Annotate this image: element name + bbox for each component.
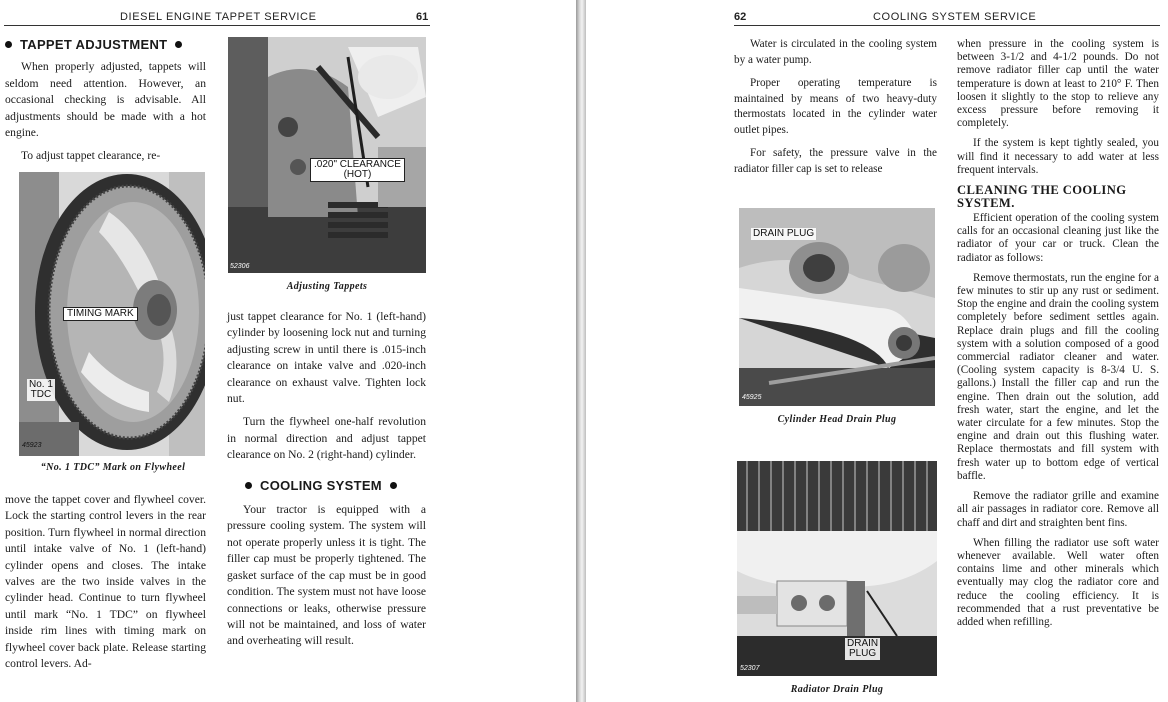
tappet-adjust-block: [227, 309, 426, 657]
tappet-half-rev-paragraph: Turn the flywheel one-half revolution in normal direction and adjust tappet clearance on No. 2 (right-hand) cylinder.: [227, 415, 426, 462]
right-page: [586, 0, 1168, 702]
safety-continue-paragraph: when pressure in the cooling system is between 3-1/2 and 4-1/2 pounds. Do not remove radiator filler cap until the water temperature is down at least to 210° F. Then loosen it slightly to the stop to relieve any excess pressure before removing it completely.: [957, 38, 1159, 130]
running-head-right: COOLING SYSTEM SERVICE: [873, 11, 1037, 23]
header-rule-right: [734, 25, 1160, 26]
tappets-image: [228, 37, 426, 273]
water-pump-paragraph: Water is circulated in the cooling system by a water pump.: [734, 38, 937, 66]
bullet-icon: [245, 482, 252, 489]
cyl-drain-photo-id: 45925: [742, 394, 762, 401]
tappet-adjustment-heading: TAPPET ADJUSTMENT: [0, 37, 206, 53]
remove-grille-paragraph: Remove the radiator grille and examine all air passages in radiator core. Remove all chaff and dirt and straighten bent fins.: [957, 490, 1159, 529]
tappets-photo: [228, 37, 426, 273]
bullet-icon: [390, 482, 397, 489]
tappet-continue-paragraph: move the tappet cover and flywheel cover. Lock the starting control levers in the rear position. Turn flywheel in normal direction until intake valve of No. 1 (left-hand) cylinder opens and closes. The intake valves are the two inside valves in the cylinder head. Continue to turn flywheel until mark “No. 1 TDC” on flywheel inside rim lines with timing mark on flywheel cover back plate. Release starting control levers. Ad-: [5, 493, 206, 671]
bullet-icon: [5, 41, 12, 48]
tappet-start-paragraph: To adjust tappet clearance, re-: [21, 149, 161, 163]
radiator-drain-image: [737, 461, 937, 676]
cleaning-intro-paragraph: Efficient operation of the cooling system calls for an occasional cleaning just like the radiator of your car or truck. Clean the radiator as follows:: [957, 212, 1159, 264]
tappet-continue-block: [5, 492, 206, 679]
tappet-adjust-paragraph: just tappet clearance for No. 1 (left-hand) cylinder by loosening lock nut and turning adjusting screw in until there is .015-inch clearance on intake valve and .020-inch clearance on exhaust valve. Tighten lock nut.: [227, 310, 426, 406]
rad-drain-plug-label: DRAIN PLUG: [847, 638, 879, 659]
tappet-intro-block: [5, 37, 206, 172]
cleaning-heading: CLEANING THE COOLING SYSTEM.: [957, 183, 1127, 210]
radiator-drain-photo: [737, 461, 937, 676]
flywheel-caption: “No. 1 TDC” Mark on Flywheel: [40, 462, 186, 473]
safety-start-paragraph: For safety, the pressure valve in the radiator filler cap is set to release: [734, 147, 937, 175]
left-page: [0, 0, 576, 702]
thermostats-paragraph: Proper operating temperature is maintained by means of two heavy-duty thermostats located in the cylinder water outlet pipes.: [734, 77, 937, 136]
cooling-system-heading: COOLING SYSTEM: [237, 478, 426, 494]
cooling-intro-block: [734, 37, 937, 184]
remove-thermostats-paragraph: Remove thermostats, run the engine for a few minutes to stir up any rust or sediment. Stop the engine and drain the cooling system completely before sediment settles again. Replace drain plugs and fill the cooling system with a solution composed of a good commercial radiator cleaner and water. (Cooling system capacity is 8-3/4 U. S. gallons.) Install the filler cap and run the engine. Then drain out the solution, add fresh water, start the engine, and let the water circulate for a few minutes. Stop the engine and drain out this flushing water. Replace thermostats and fill system with fresh water up to bottom edge of vertical baffle.: [957, 271, 1159, 482]
flywheel-photo-id: 45923: [22, 442, 42, 449]
cylinder-drain-caption: Cylinder Head Drain Plug: [777, 414, 897, 425]
cylinder-drain-photo: [739, 208, 935, 406]
tappets-photo-id: 52306: [230, 263, 250, 270]
running-head-left: DIESEL ENGINE TAPPET SERVICE: [120, 11, 317, 23]
book-gutter: [576, 0, 586, 702]
tappets-caption: Adjusting Tappets: [286, 281, 368, 292]
rad-drain-photo-id: 52307: [740, 665, 760, 672]
soft-water-paragraph: When filling the radiator use soft water whenever available. Well water often contains lime and other minerals which eventually may clog the radiator core and reduce the cooling efficiency. It is recommended that a rust preventative be added when refilling.: [957, 536, 1159, 628]
kept-tight-paragraph: If the system is kept tightly sealed, you will find it necessary to add water at less frequent intervals.: [957, 137, 1159, 176]
page-number-left: 61: [416, 11, 429, 23]
timing-mark-label: TIMING MARK: [63, 307, 138, 321]
cooling-right-column: [957, 38, 1159, 636]
cyl-drain-plug-label: DRAIN PLUG: [753, 228, 815, 239]
header-rule-left: [4, 25, 430, 26]
cooling-intro-paragraph: Your tractor is equipped with a pressure cooling system. The system will not operate properly unless it is tight. The filler cap must be properly tightened. The gasket surface of the cap must be in good condition. The system must not have loose connections or leaks, otherwise pressure will not be maintained, and loss of water and overheating will result.: [227, 503, 426, 648]
tappet-intro-paragraph: When properly adjusted, tappets will seldom need attention. However, an occasional checking is advisable. All adjustments should be made with a hot engine.: [5, 60, 206, 140]
flywheel-photo: [19, 172, 205, 456]
radiator-drain-caption: Radiator Drain Plug: [790, 684, 884, 695]
bullet-icon: [175, 41, 182, 48]
no-1-tdc-label: No. 1 TDC: [29, 379, 53, 400]
page-number-right: 62: [734, 11, 747, 23]
clearance-label: .020" CLEARANCE (HOT): [310, 158, 405, 182]
